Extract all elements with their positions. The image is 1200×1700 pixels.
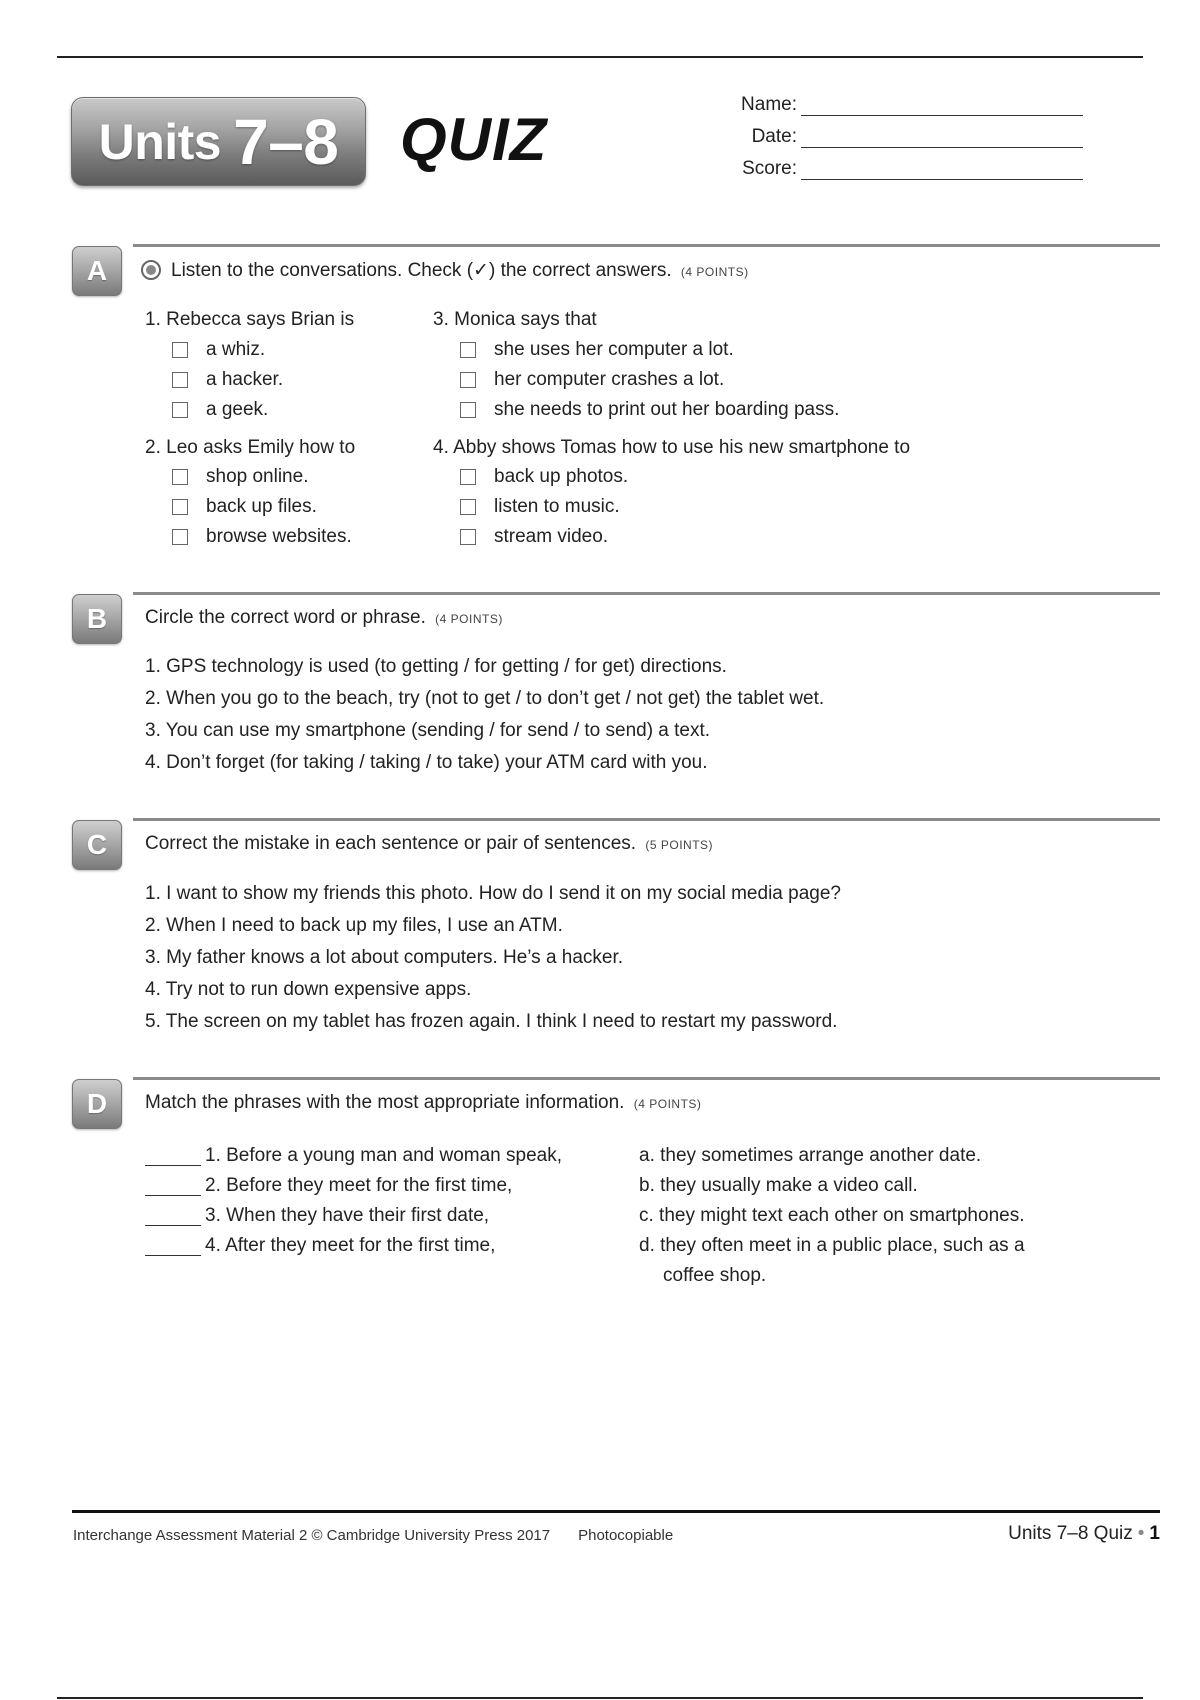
answer-blank[interactable] (145, 1237, 201, 1256)
checkbox[interactable] (172, 402, 188, 418)
option-label: a geek. (206, 399, 269, 420)
date-field[interactable] (735, 126, 1083, 148)
option[interactable] (460, 492, 628, 522)
option-label: she uses her computer a lot. (494, 339, 734, 360)
option-label: shop online. (206, 466, 309, 487)
question-a3-options (460, 335, 839, 425)
option-label: back up files. (206, 496, 317, 517)
option[interactable] (460, 395, 839, 425)
list-item: 3. My father knows a lot about computers. He’s a hacker. (145, 947, 624, 968)
match-phrase: 2. Before they meet for the first time, (205, 1175, 513, 1196)
question-a3: 3. Monica says that (433, 309, 597, 330)
name-label: Name: (741, 94, 797, 115)
section-b-instruction-text: Circle the correct word or phrase. (145, 607, 426, 628)
list-item: 4. Don’t forget (for taking / taking / to take) your ATM card with you. (145, 752, 708, 773)
units-word: Units (98, 113, 222, 170)
option[interactable] (460, 335, 839, 365)
checkbox[interactable] (460, 342, 476, 358)
score-label: Score: (742, 158, 797, 179)
section-a-badge: A (72, 246, 122, 296)
answer-blank[interactable] (145, 1207, 201, 1226)
list-item: 3. You can use my smartphone (sending / for send / to send) a text. (145, 720, 711, 741)
checkbox[interactable] (172, 529, 188, 545)
question-a4-options (460, 462, 628, 552)
answer-blank[interactable] (145, 1147, 201, 1166)
question-a2-options (172, 462, 352, 552)
section-a-instruction-text: Listen to the conversations. Check (✓) the correct answers. (171, 260, 672, 281)
checkbox[interactable] (460, 499, 476, 515)
match-item (145, 1201, 562, 1231)
option[interactable] (172, 522, 352, 552)
option-label: back up photos. (494, 466, 629, 487)
section-c-badge: C (72, 820, 122, 870)
section-b-badge: B (72, 594, 122, 644)
answer-blank[interactable] (145, 1177, 201, 1196)
match-answer: c. they might text each other on smartphones. (639, 1205, 1025, 1226)
units-badge (71, 97, 366, 186)
match-answer: d. they often meet in a public place, such as a (639, 1235, 1025, 1256)
units-number: 7–8 (233, 105, 339, 178)
date-label: Date: (751, 126, 797, 147)
option-label: browse websites. (206, 526, 352, 547)
checkbox[interactable] (460, 402, 476, 418)
section-b-instruction (145, 607, 503, 629)
name-field[interactable] (735, 94, 1083, 116)
option[interactable] (172, 335, 283, 365)
list-item: 5. The screen on my tablet has frozen again. I think I need to restart my password. (145, 1011, 838, 1032)
page-number: 1 (1149, 1523, 1160, 1544)
separator-dot: • (1137, 1523, 1145, 1544)
footer-divider (72, 1510, 1160, 1513)
checkbox[interactable] (172, 499, 188, 515)
match-item (145, 1231, 562, 1261)
section-d-badge: D (72, 1079, 122, 1129)
match-phrase: 1. Before a young man and woman speak, (205, 1145, 563, 1166)
section-d-instruction-text: Match the phrases with the most appropriate information. (145, 1092, 625, 1113)
option[interactable] (172, 492, 352, 522)
checkbox[interactable] (172, 372, 188, 388)
match-item (145, 1171, 562, 1201)
match-answer-continued: coffee shop. (663, 1265, 767, 1286)
question-a4: 4. Abby shows Tomas how to use his new smartphone to (433, 437, 911, 458)
match-answer: a. they sometimes arrange another date. (639, 1145, 982, 1166)
section-a-instruction (141, 259, 749, 282)
question-a1-options (172, 335, 283, 425)
quiz-title: QUIZ (400, 106, 548, 173)
list-item: 1. I want to show my friends this photo. How do I send it on my social media page? (145, 883, 841, 904)
option[interactable] (172, 365, 283, 395)
list-item: 1. GPS technology is used (to getting / for getting / for get) directions. (145, 656, 727, 677)
option[interactable] (460, 522, 628, 552)
option-label: a whiz. (206, 339, 266, 360)
section-d-instruction (145, 1092, 701, 1114)
section-b-points: (4 POINTS) (435, 612, 503, 626)
section-d-left-column (145, 1141, 562, 1261)
section-c-instruction-text: Correct the mistake in each sentence or pair of sentences. (145, 833, 637, 854)
option-label: a hacker. (206, 369, 284, 390)
option[interactable] (460, 365, 839, 395)
section-c-divider (133, 818, 1160, 821)
section-d-right-column (639, 1141, 1025, 1291)
footer-page-label (1008, 1523, 1160, 1545)
option-label: her computer crashes a lot. (494, 369, 725, 390)
section-c-instruction (145, 833, 713, 855)
list-item: 4. Try not to run down expensive apps. (145, 979, 472, 1000)
section-b-divider (133, 592, 1160, 595)
copyright-text: Interchange Assessment Material 2 © Cambridge University Press 2017 (73, 1527, 551, 1544)
option-label: listen to music. (494, 496, 620, 517)
option-label: stream video. (494, 526, 609, 547)
match-answer: b. they usually make a video call. (639, 1175, 918, 1196)
section-d-points: (4 POINTS) (633, 1097, 702, 1111)
checkbox[interactable] (460, 372, 476, 388)
photocopiable-text: Photocopiable (578, 1527, 674, 1544)
score-field[interactable] (735, 158, 1083, 180)
quiz-label: Units 7–8 Quiz (1008, 1523, 1133, 1544)
date-input-line[interactable] (801, 129, 1083, 148)
section-c-items (145, 878, 841, 1038)
option[interactable] (172, 395, 283, 425)
question-a1: 1. Rebecca says Brian is (145, 309, 355, 330)
question-a2: 2. Leo asks Emily how to (145, 437, 356, 458)
match-phrase: 4. After they meet for the first time, (205, 1235, 496, 1256)
section-d-divider (133, 1077, 1160, 1080)
list-item: 2. When I need to back up my files, I use an ATM. (145, 915, 563, 936)
match-phrase: 3. When they have their first date, (205, 1205, 490, 1226)
checkbox[interactable] (460, 469, 476, 485)
checkbox[interactable] (172, 469, 188, 485)
option-label: she needs to print out her boarding pass. (494, 399, 840, 420)
section-a-divider (133, 244, 1160, 247)
audio-icon[interactable] (141, 260, 161, 280)
section-a-points: (4 POINTS) (680, 265, 749, 279)
match-item (145, 1141, 562, 1171)
option[interactable] (172, 462, 352, 492)
footer-copyright (73, 1527, 673, 1544)
list-item: 2. When you go to the beach, try (not to get / to don’t get / not get) the tablet wet. (145, 688, 825, 709)
checkbox[interactable] (172, 342, 188, 358)
bottom-divider (57, 1697, 1143, 1699)
name-input-line[interactable] (801, 97, 1083, 116)
top-divider (57, 56, 1143, 58)
checkbox[interactable] (460, 529, 476, 545)
score-input-line[interactable] (801, 161, 1083, 180)
option[interactable] (460, 462, 628, 492)
section-c-points: (5 POINTS) (645, 838, 714, 852)
section-b-items (145, 651, 824, 779)
